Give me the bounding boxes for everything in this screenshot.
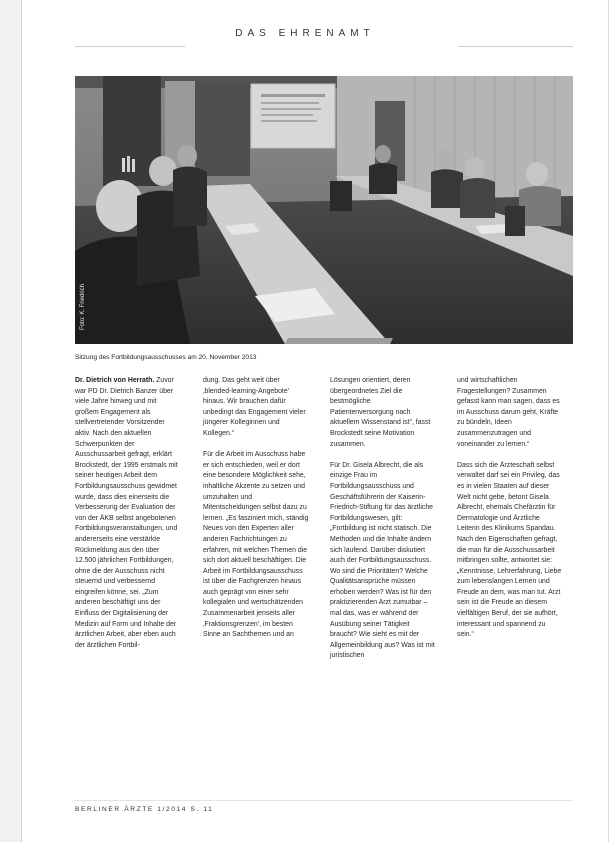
article-paragraph: Für die Arbeit im Ausschuss habe er sich entschieden, weil er dort eine besondere Möglichkeit sehe, inhaltliche Akzente zu setzen und umzuhalten und Mitentscheidungen selbst dazu zu lernen. „Es fasziniert mich, ständig Neues von den Experten aller anderen Fachrichtungen zu erfahren, mit welchen Themen die sich dort aktuell beschäftigen. Die Arbeit im Fortbildungsausschuss ist über die Fachgrenzen hinaus auch geprägt von einer sehr kollegialen und wertschätzenden Zusammenarbeit jenseits aller ‚Fraktionsgrenzen', im besten Sinne an Sachthemen und an — [203, 451, 309, 639]
meeting-photo — [75, 76, 573, 344]
article-paragraph: Dass sich die Ärzteschaft selbst verwaltet darf sei ein Privileg, das es in vielen Staaten auf dieser Welt nicht gebe, betont Gisela Albrecht, ehemals Chefärztin für Dermatologie und Ärztliche Leiterin des Klinikums Spandau. Nach den Eigenschaften gefragt, die man für die Ausschussarbeit mitbringen sollte, antwortet sie: „Kenntnisse, Lehrerfahrung, Liebe zum lebenslangen Lernen und Freude an dem, was man tut. Arzt sein ist die Freude an diesem vielfältigen Beruf, der sie aufhört, interessant und spannend zu sein.“ — [457, 461, 562, 639]
section-title: DAS EHRENAMT — [235, 28, 375, 39]
photo-caption: Sitzung des Fortbildungsausschusses am 20. November 2013 — [75, 354, 257, 361]
article-paragraph: Zuvor war PD Dr. Dietrich Banzer über viele Jahre hinweg und mit großem Engagement als stellvertretender Vorsitzender aktiv. Nach den aktuellen Schwerpunkten der Ausschussarbeit gefragt, erklärt Brockstedt, der 1995 erstmals mit seiner heutigen Arbeit dem Fortbildungsausschuss gewidmet wurde, dass dies einerseits die Verbesserung der Evaluation der von der ÄKB selbst angebotenen Fortbildungsveranstaltungen, und andererseits eine verstärkte Rückmeldung aus den über 12.500 jährlichen Fortbildungen, ohne die der Ausschuss nicht steuernd und verbessernd eingreifen könne, sei. „Zum anderen beschäftigt uns der Einfluss der Digitalisierung der Medizin auf Form und Inhalte der ärztlichen Arbeit, aber eben auch der ärztlichen Fortbil- — [75, 377, 178, 649]
article-paragraph: Dr. Dietrich von Herrath. — [75, 377, 155, 384]
footer-rule — [75, 800, 573, 801]
article-paragraph: und wirtschaftlichen Fragestellungen? Zusammen gefasst kann man sagen, dass es im Ausschuss darum geht, Kräfte zu bündeln, Ideen zusammenzutragen und voneinander zu lernen.“ — [457, 377, 560, 448]
article-column-3 — [330, 376, 436, 662]
article-paragraph: dung. Das geht weit über ‚blended-learning-Angebote' hinaus. Wir brauchen dafür unbedingt das Engagement vieler jüngerer Kolleginnen und Kollegen.“ — [203, 377, 306, 437]
article-column-2 — [203, 376, 309, 641]
photo-credit: Foto: K. Friedrich — [80, 283, 86, 330]
article-paragraph: Für Dr. Gisela Albrecht, die als einzige Frau im Fortbildungsausschuss und Geschäftsführerin der Kaiserin-Friedrich-Stiftung für das ärztliche Fortbildungswesen, gilt: „Fortbildung ist nicht statisch. Die Methoden und die Inhalte ändern sich laufend. Darüber diskutiert auch der Fortbildungsausschuss. Wo sind die Prioritäten? Welche Qualitätsansprüche müssen erhoben werden? Was ist für den praktizierenden Arzt zumutbar – mal das, was er während der Ausübung seiner Tätigkeit braucht? Wie sieht es mit der Allgemeinbildung aus? Was ist mit juristischen — [330, 461, 435, 660]
scan-edge-line — [21, 0, 22, 842]
header-rule-left — [75, 46, 185, 47]
article-column-4 — [457, 376, 563, 641]
scan-right-edge — [608, 0, 609, 842]
header-rule-right — [458, 46, 573, 47]
scan-edge — [0, 0, 22, 842]
page-footer: BERLINER ÄRZTE 1/2014 S. 11 — [75, 806, 214, 813]
article-paragraph: Lösungen orientiert, deren übergeordnetes Ziel die bestmögliche Patientenversorgung nach aktuellem Wissenstand ist“, fasst Brockstedt seine Motivation zusammen. — [330, 377, 431, 448]
article-column-1 — [75, 376, 181, 651]
